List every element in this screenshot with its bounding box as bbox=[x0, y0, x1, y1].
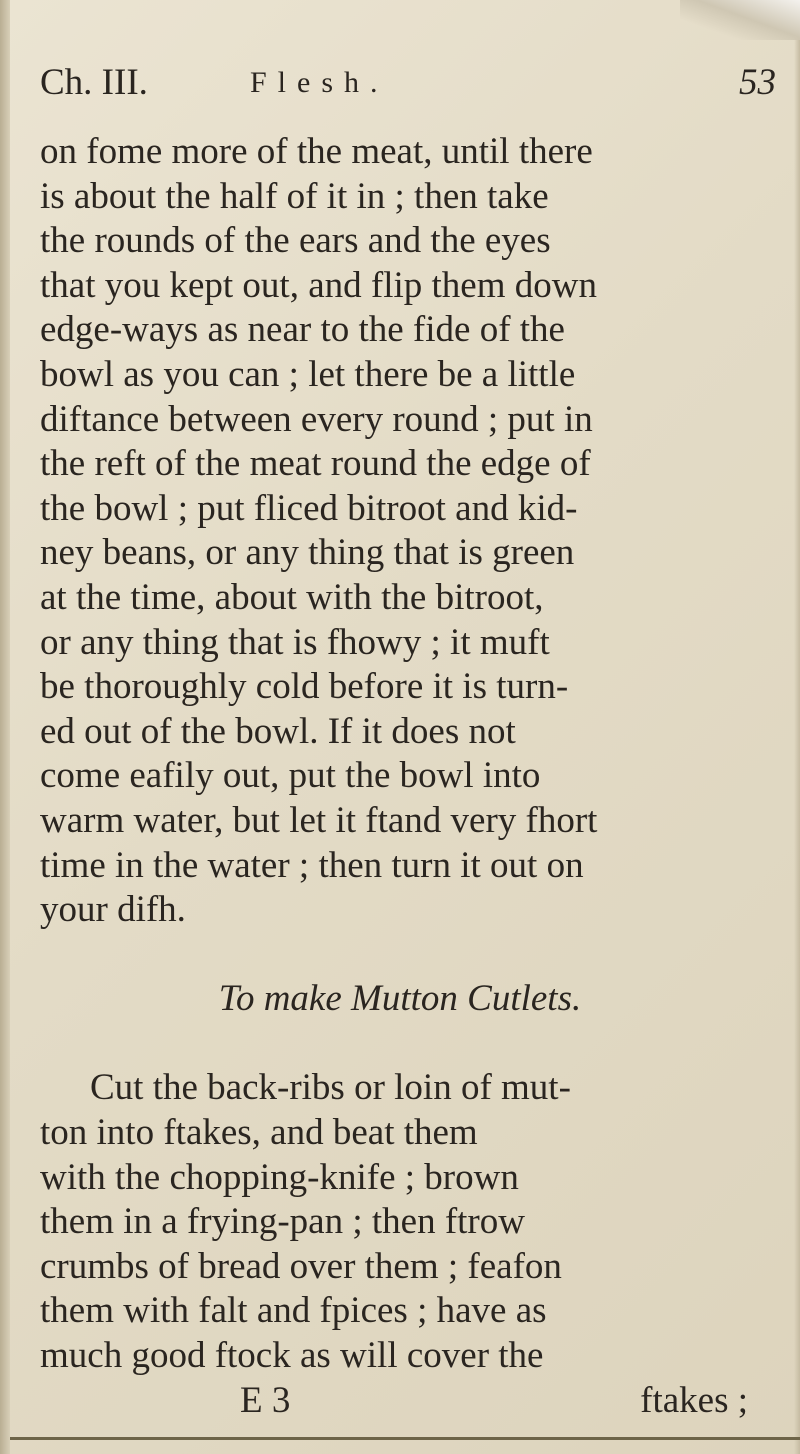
text-line: with the chopping-knife ; brown bbox=[40, 1156, 519, 1198]
text-line: the reft of the meat round the edge of bbox=[40, 443, 591, 485]
text-line: ed out of the bowl. If it does not bbox=[40, 710, 516, 752]
text-line: the bowl ; put fliced bitroot and kid- bbox=[40, 487, 578, 529]
recipe-paragraph bbox=[40, 1066, 780, 1378]
text-line: warm water, but let it ftand very fhort bbox=[40, 799, 598, 841]
text-line: the rounds of the ears and the eyes bbox=[40, 220, 551, 262]
page-bottom-edge bbox=[10, 1437, 800, 1440]
chapter-label: Ch. III. bbox=[40, 62, 148, 103]
text-line: time in the water ; then turn it out on bbox=[40, 844, 584, 886]
page-left-edge-shadow bbox=[0, 0, 10, 1454]
text-line: or any thing that is fhowy ; it muft bbox=[40, 621, 550, 663]
text-line: come eafily out, put the bowl into bbox=[40, 755, 541, 797]
page-body bbox=[40, 130, 780, 1423]
text-line: ton into ftakes, and beat them bbox=[40, 1112, 478, 1154]
text-line: is about the half of it in ; then take bbox=[40, 175, 549, 217]
text-line: be thoroughly cold before it is turn- bbox=[40, 666, 569, 708]
page-right-edge-shadow bbox=[794, 0, 800, 1454]
running-header bbox=[40, 58, 776, 108]
text-line: them in a frying-pan ; then ftrow bbox=[40, 1201, 525, 1243]
text-line: at the time, about with the bitroot, bbox=[40, 576, 544, 618]
text-line: them with falt and fpices ; have as bbox=[40, 1290, 547, 1332]
text-line: much good ftock as will cover the bbox=[40, 1335, 544, 1377]
section-spacer bbox=[40, 1022, 780, 1067]
section-spacer bbox=[40, 933, 780, 978]
paragraph-continuation bbox=[40, 130, 780, 933]
text-line: crumbs of bread over them ; feafon bbox=[40, 1245, 562, 1287]
text-line: diftance between every round ; put in bbox=[40, 398, 593, 440]
recipe-heading: To make Mutton Cutlets. bbox=[218, 978, 582, 1020]
catchword: ftakes ; bbox=[640, 1379, 748, 1421]
text-line: Cut the back-ribs or loin of mut- bbox=[90, 1067, 571, 1109]
page-number: 53 bbox=[739, 62, 776, 103]
page-corner-curl bbox=[680, 0, 800, 40]
text-line: ney beans, or any thing that is green bbox=[40, 532, 575, 574]
text-line: on fome more of the meat, until there bbox=[40, 131, 593, 172]
text-line: edge-ways as near to the fide of the bbox=[40, 309, 565, 351]
running-title: Flesh. bbox=[250, 66, 389, 99]
text-line: that you kept out, and flip them down bbox=[40, 264, 597, 306]
text-line: bowl as you can ; let there be a little bbox=[40, 353, 576, 395]
signature-mark: E 3 bbox=[240, 1379, 291, 1421]
page-footer bbox=[40, 1379, 780, 1424]
text-line: your difh. bbox=[40, 889, 186, 931]
